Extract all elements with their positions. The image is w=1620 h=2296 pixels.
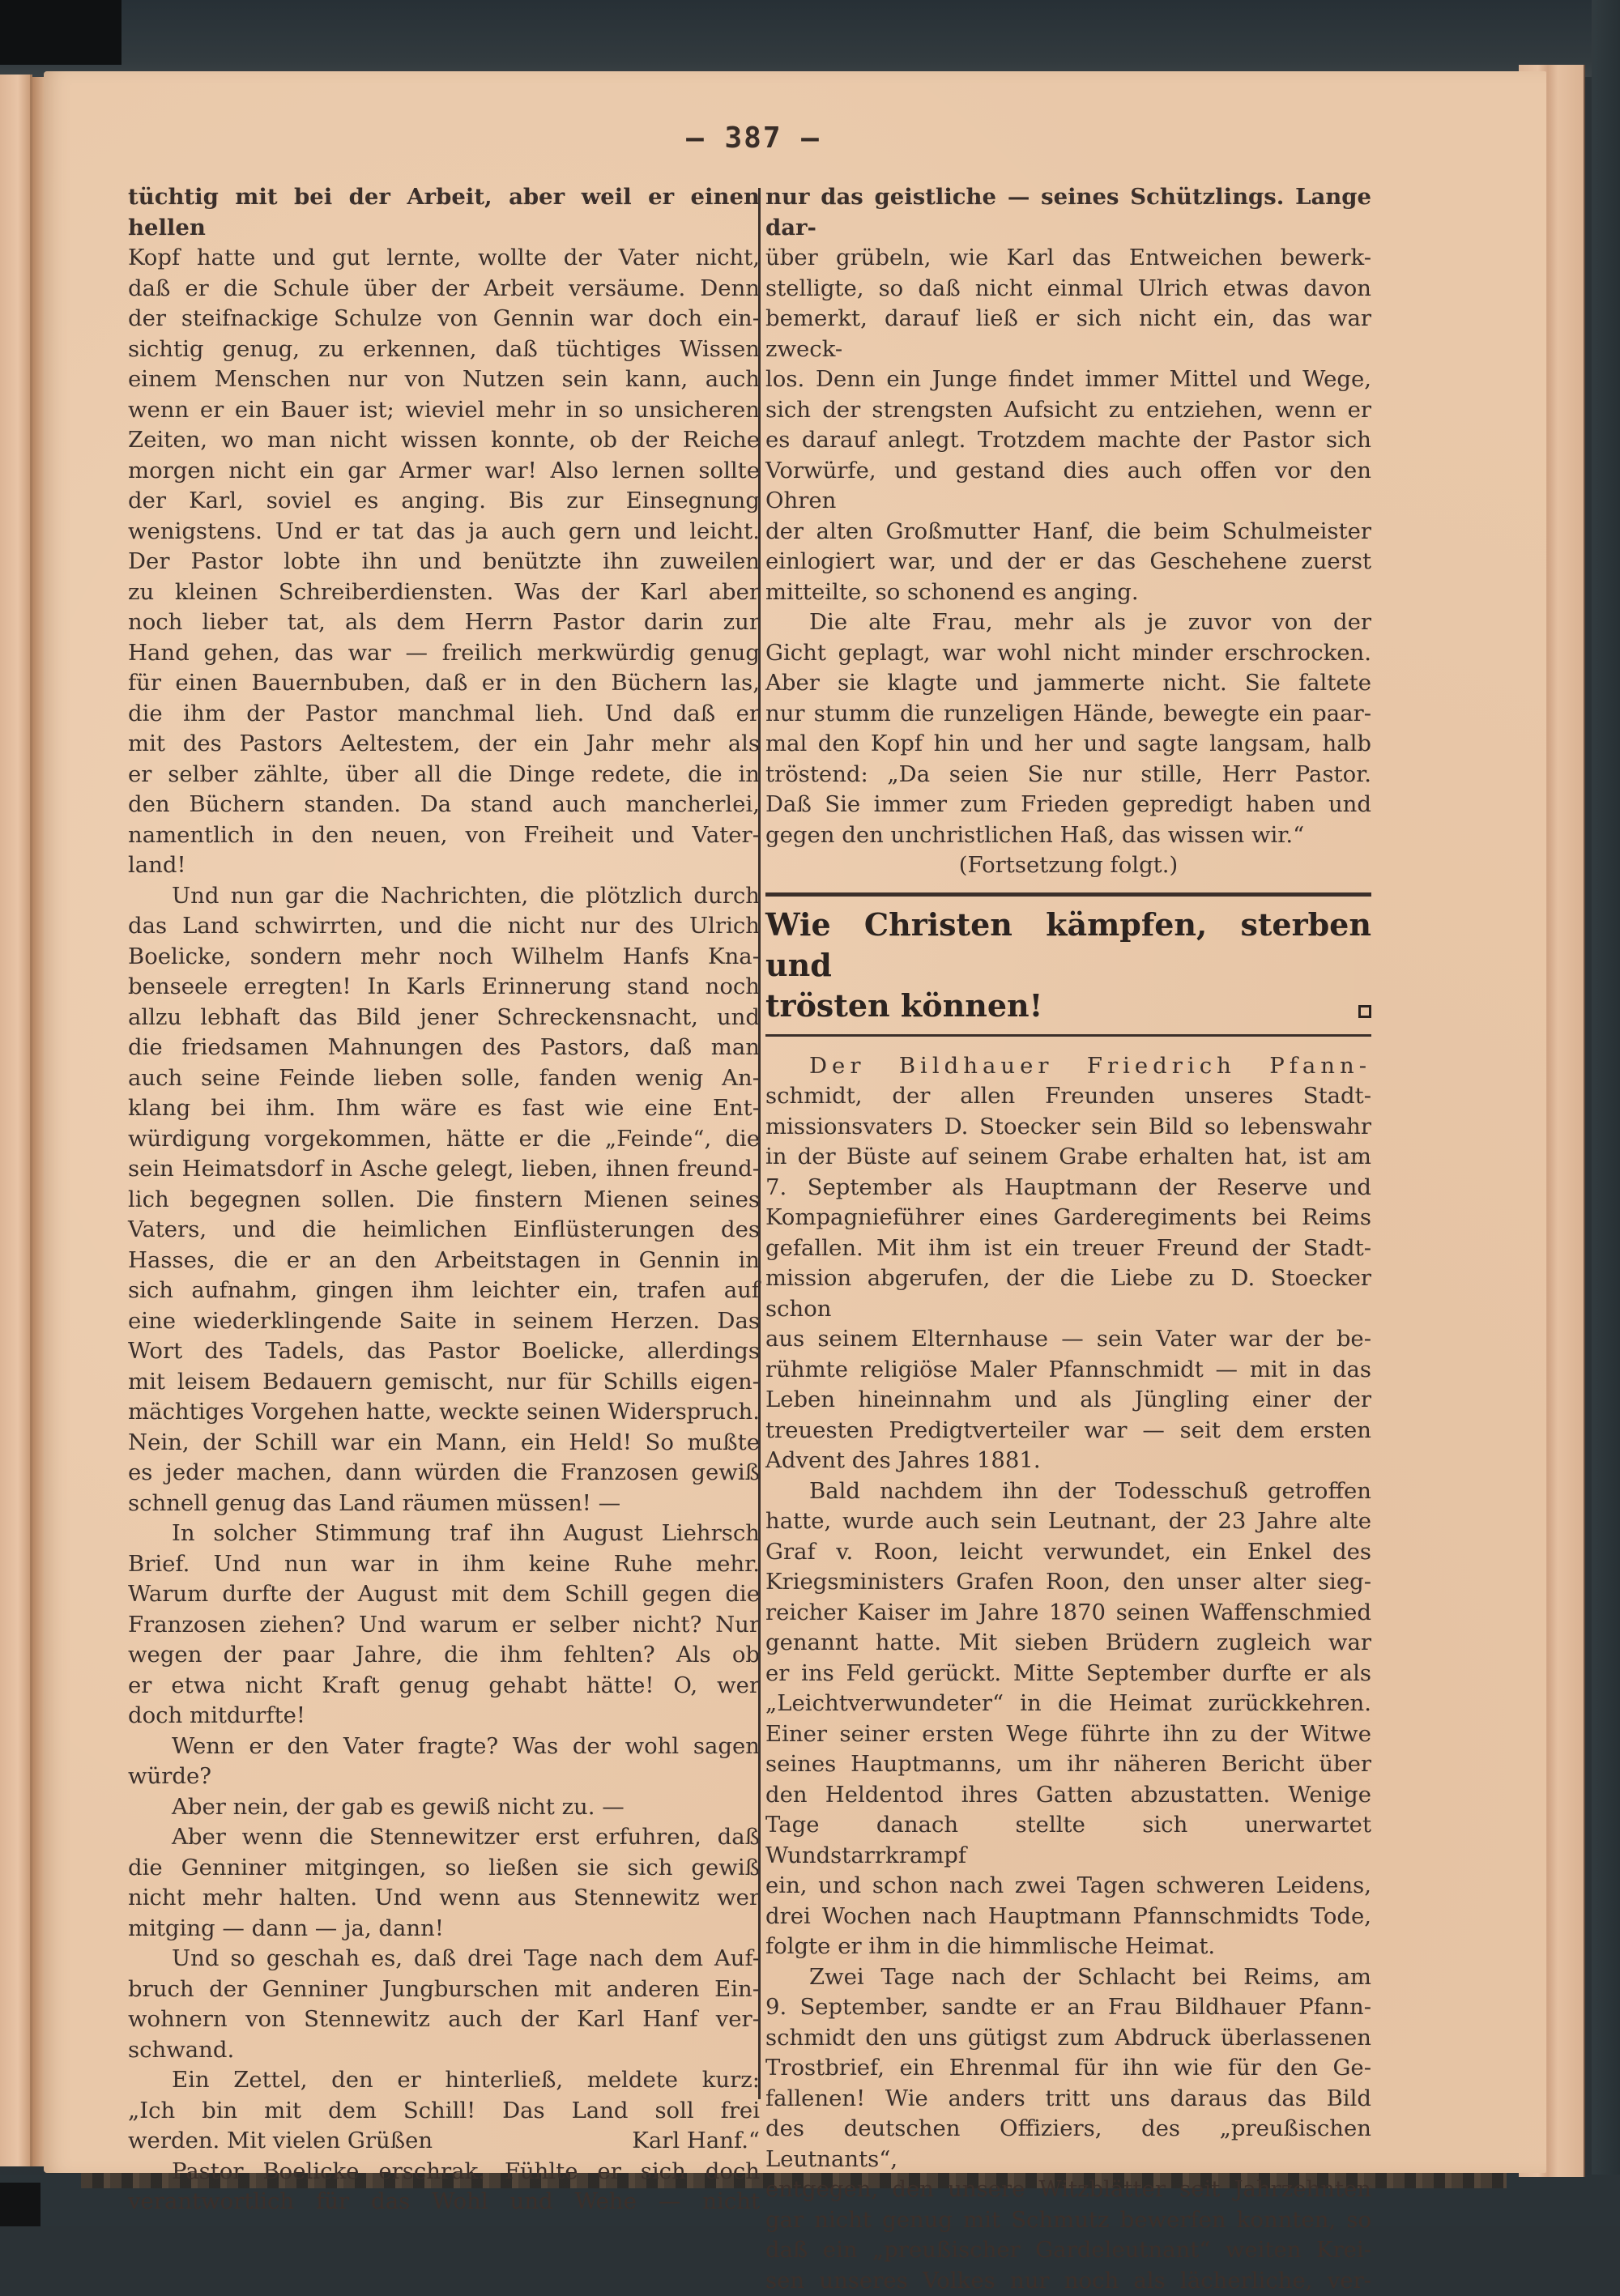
text-line: einlogiert war, und der er das Geschehene zuerst: [765, 547, 1371, 577]
right-column: [765, 182, 1371, 2296]
text-line: tüchtig mit bei der Arbeit, aber weil er einen hellen: [128, 182, 760, 243]
previous-page-edge: [0, 75, 32, 2166]
text-line: Advent des Jahres 1881.: [765, 1446, 1371, 1476]
text-line: Nein, der Schill war ein Mann, ein Held! So mußte: [128, 1428, 760, 1459]
text-line: noch lieber tat, als dem Herrn Pastor darin zur: [128, 607, 760, 638]
text-line: daß er die Schule über der Arbeit versäume. Denn: [128, 274, 760, 305]
text-line: Der Pastor lobte ihn und benützte ihn zuweilen: [128, 547, 760, 577]
text-line: Vorwürfe, und gestand dies auch offen vor den Ohren: [765, 456, 1371, 517]
book-cover-top: [0, 0, 1620, 77]
text-line: Aber sie klagte und jammerte nicht. Sie faltete: [765, 668, 1371, 699]
text-line: Und so geschah es, daß drei Tage nach dem Auf-: [128, 1944, 760, 1974]
text-line: gar nicht genug mit Schmutz bewerfen konnten, so: [765, 2205, 1371, 2236]
text-line: Aber wenn die Stennewitzer erst erfuhren, daß: [128, 1822, 760, 1853]
text-line: Aber nein, der gab es gewiß nicht zu. —: [128, 1792, 760, 1823]
headline-line-2: trösten können!: [765, 987, 1042, 1024]
text-line: Der Bildhauer Friedrich Pfann-: [765, 1051, 1371, 1082]
text-line: Boelicke, sondern mehr noch Wilhelm Hanfs Kna-: [128, 942, 760, 973]
paragraph: [128, 182, 760, 881]
text-line: bemerkt, darauf ließ er sich nicht ein, das war zweck-: [765, 304, 1371, 364]
paragraph: [765, 1476, 1371, 1962]
text-line: Zeiten, wo man nicht wissen konnte, ob der Reiche: [128, 425, 760, 456]
text-line: tröstend: „Da seien Sie nur stille, Herr Pastor.: [765, 760, 1371, 790]
text-line: schmidt, der allen Freunden unseres Stadt-: [765, 1081, 1371, 1112]
text-line: für einen Bauernbuben, daß er in den Büchern las,: [128, 668, 760, 699]
text-line: die friedsamen Mahnungen des Pastors, daß man: [128, 1033, 760, 1063]
text-line: Tage danach stellte sich unerwartet Wundstarrkrampf: [765, 1810, 1371, 1871]
text-line: er ins Feld gerückt. Mitte September durfte er als: [765, 1659, 1371, 1689]
text-line: Daß Sie immer zum Frieden gepredigt haben und: [765, 790, 1371, 820]
text-line: „Leichtverwundeter“ in die Heimat zurückkehren.: [765, 1689, 1371, 1719]
text-line: klang bei ihm. Ihm wäre es fast wie eine Ent-: [128, 1093, 760, 1124]
text-line: er etwa nicht Kraft genug gehabt hätte! O, wer: [128, 1671, 760, 1702]
text-line: einem Menschen nur von Nutzen sein kann, auch: [128, 364, 760, 395]
text-line: wegen der paar Jahre, die ihm fehlten? Als ob: [128, 1640, 760, 1671]
text-line: mit leisem Bedauern gemischt, nur für Schills eigen-: [128, 1367, 760, 1398]
text-line: nicht mehr halten. Und wenn aus Stennewitz wer: [128, 1883, 760, 1914]
text-line: Kopf hatte und gut lernte, wollte der Vater nicht,: [128, 243, 760, 274]
text-line: der Karl, soviel es anging. Bis zur Einsegnung: [128, 486, 760, 517]
dark-background-corner: [0, 0, 122, 65]
text-line: Leben hineinnahm und als Jüngling einer der: [765, 1385, 1371, 1416]
text-line: sich aufnahm, gingen ihm leichter ein, trafen auf: [128, 1276, 760, 1306]
text-line: Ein Zettel, den er hinterließ, meldete kurz:: [128, 2065, 760, 2096]
text-line: Einer seiner ersten Wege führte ihn zu der Witwe: [765, 1719, 1371, 1750]
text-line: mitteilte, so schonend es anging.: [765, 577, 1371, 608]
closing-text: werden. Mit vielen Grüßen: [128, 2128, 433, 2153]
text-line: lich begegnen sollen. Die finstern Mienen seines: [128, 1185, 760, 1216]
text-line: daß ein „preußischer Gardeleutnant“ weiten Krei-: [765, 2235, 1371, 2266]
text-line: sein Heimatsdorf in Asche gelegt, lieben, ihnen freund-: [128, 1154, 760, 1185]
text-line: wenn er ein Bauer ist; wieviel mehr in so unsicheren: [128, 395, 760, 426]
text-line: mal den Kopf hin und her und sagte langsam, halb: [765, 729, 1371, 760]
text-line: schmidt den uns gütigst zum Abdruck überlassenen: [765, 2023, 1371, 2054]
text-line: der alten Großmutter Hanf, die beim Schulmeister: [765, 517, 1371, 547]
text-line: Graf v. Roon, leicht verwundet, ein Enkel des: [765, 1537, 1371, 1568]
text-line: zu kleinen Schreiberdiensten. Was der Karl aber: [128, 577, 760, 608]
paragraph: [765, 1051, 1371, 1476]
text-line: mission abgerufen, der die Liebe zu D. Stoecker schon: [765, 1263, 1371, 1324]
text-line: reicher Kaiser im Jahre 1870 seinen Waffenschmied: [765, 1598, 1371, 1629]
text-line: schnell genug das Land räumen müssen! —: [128, 1489, 760, 1519]
text-line: land!: [128, 850, 760, 881]
paragraph: [128, 881, 760, 1519]
text-line: 9. September, sandte er an Frau Bildhauer Pfann-: [765, 1992, 1371, 2023]
text-line: benseele erregten! In Karls Erinnerung stand noch: [128, 972, 760, 1003]
signature: Karl Hanf.“: [632, 2126, 760, 2157]
paragraph: [128, 2065, 760, 2157]
article-headline: [765, 905, 1371, 1026]
paragraph: [128, 2157, 760, 2217]
text-line: die Genniner mitgingen, so ließen sie sich gewiß: [128, 1853, 760, 1884]
text-line: Hand gehen, das war — freilich merkwürdig genug: [128, 638, 760, 669]
text-line: missionsvaters D. Stoecker sein Bild so lebenswahr: [765, 1112, 1371, 1143]
text-line: Die alte Frau, mehr als je zuvor von der: [765, 607, 1371, 638]
text-line: Brief. Und nun war in ihm keine Ruhe mehr.: [128, 1549, 760, 1580]
text-line: mächtiges Vorgehen hatte, weckte seinen Widerspruch.: [128, 1397, 760, 1428]
text-line: der steifnackige Schulze von Gennin war doch ein-: [128, 304, 760, 334]
text-line: nur stumm die runzeligen Hände, bewegte ein paar-: [765, 699, 1371, 730]
text-line: sen unseres Volkes nur noch als lächerliche, ver-: [765, 2266, 1371, 2296]
text-line: namentlich in den neuen, von Freiheit und Vater-: [128, 820, 760, 851]
text-line: eine wiederklingende Saite in seinem Herzen. Das: [128, 1306, 760, 1337]
text-line: Vaters, und die heimlichen Einflüsterungen des: [128, 1215, 760, 1246]
text-line: mitging — dann — ja, dann!: [128, 1914, 760, 1945]
text-line: aus seinem Elternhause — sein Vater war der be-: [765, 1324, 1371, 1355]
paragraph: [128, 1792, 760, 1823]
text-line: Hasses, die er an den Arbeitstagen in Gennin in: [128, 1246, 760, 1276]
text-line: ein, und schon nach zwei Tagen schweren Leidens,: [765, 1871, 1371, 1902]
text-line: mit des Pastors Aeltestem, der ein Jahr mehr als: [128, 729, 760, 760]
text-line: „Ich bin mit dem Schill! Das Land soll frei: [128, 2096, 760, 2127]
headline-line-1: Wie Christen kämpfen, sterben und: [765, 905, 1371, 986]
text-line: schwand.: [128, 2035, 760, 2066]
text-line: nur das geistliche — seines Schützlings. Lange dar-: [765, 182, 1371, 243]
paragraph: [128, 1944, 760, 2065]
text-line: allzu lebhaft das Bild jener Schreckensnacht, und: [128, 1003, 760, 1033]
dark-background-corner-bottom: [0, 2183, 40, 2226]
text-line: Bald nachdem ihn der Todesschuß getroffen: [765, 1476, 1371, 1507]
text-line: gefallen. Mit ihm ist ein treuer Freund der Stadt-: [765, 1233, 1371, 1264]
text-line: rühmte religiöse Maler Pfannschmidt — mit in das: [765, 1355, 1371, 1386]
text-line: sich der strengsten Aufsicht zu entziehen, wenn er: [765, 395, 1371, 426]
page-number: — 387 —: [664, 121, 842, 155]
text-line: er selber zählte, über all die Dinge redete, die in: [128, 760, 760, 790]
paragraph: [765, 182, 1371, 607]
continued-note: (Fortsetzung folgt.): [765, 850, 1371, 881]
text-line: In solcher Stimmung traf ihn August Liehrsch: [128, 1519, 760, 1549]
closing-line: [128, 2126, 760, 2157]
text-line: folgte er ihm in die himmlische Heimat.: [765, 1932, 1371, 1962]
text-line: wenigstens. Und er tat das ja auch gern und leicht.: [128, 517, 760, 547]
text-line: los. Denn ein Junge findet immer Mittel und Wege,: [765, 364, 1371, 395]
text-line: Gicht geplagt, war wohl nicht minder erschrocken.: [765, 638, 1371, 669]
text-line: entgegen, den unsere Witzblätter seit Jahrzehnten: [765, 2175, 1371, 2205]
text-line: Kriegsministers Grafen Roon, den unser alter sieg-: [765, 1567, 1371, 1598]
text-line: Franzosen ziehen? Und warum er selber nicht? Nur: [128, 1610, 760, 1641]
text-line: Warum durfte der August mit dem Schill gegen die: [128, 1579, 760, 1610]
square-ornament-icon: [1358, 1005, 1371, 1018]
book-cover-right: [1592, 0, 1620, 2226]
text-line: würde?: [128, 1761, 760, 1792]
text-line: den Heldentod ihres Gatten abzustatten. Wenige: [765, 1780, 1371, 1811]
text-line: die ihm der Pastor manchmal lieh. Und daß er: [128, 699, 760, 730]
text-line: genannt hatte. Mit sieben Brüdern zugleich war: [765, 1628, 1371, 1659]
text-line: über grübeln, wie Karl das Entweichen bewerk-: [765, 243, 1371, 274]
text-line: den Büchern standen. Da stand auch mancherlei,: [128, 790, 760, 820]
text-line: Trostbrief, ein Ehrenmal für ihn wie für den Ge-: [765, 2053, 1371, 2084]
text-line: auch seine Feinde lieben solle, fanden wenig An-: [128, 1063, 760, 1094]
text-line: sichtig genug, zu erkennen, daß tüchtiges Wissen: [128, 334, 760, 365]
text-line: Zwei Tage nach der Schlacht bei Reims, am: [765, 1962, 1371, 1993]
text-line: wohnern von Stennewitz auch der Karl Hanf ver-: [128, 2004, 760, 2035]
text-line: es darauf anlegt. Trotzdem machte der Pastor sich: [765, 425, 1371, 456]
paragraph: [128, 1822, 760, 1944]
text-line: drei Wochen nach Hauptmann Pfannschmidts Tode,: [765, 1902, 1371, 1932]
text-line: doch mitdurfte!: [128, 1701, 760, 1732]
text-line: das Land schwirrten, und die nicht nur des Ulrich: [128, 911, 760, 942]
text-line: des deutschen Offiziers, des „preußischen Leutnants“,: [765, 2114, 1371, 2175]
text-line: treuesten Predigtverteiler war — seit dem ersten: [765, 1416, 1371, 1446]
text-line: 7. September als Hauptmann der Reserve und: [765, 1173, 1371, 1203]
text-line: in der Büste auf seinem Grabe erhalten hat, ist am: [765, 1142, 1371, 1173]
paragraph: [765, 1962, 1371, 2296]
text-line: fallenen! Wie anders tritt uns daraus das Bild: [765, 2084, 1371, 2115]
text-line: gegen den unchristlichen Haß, das wissen wir.“: [765, 820, 1371, 851]
text-line: würdigung vorgekommen, hätte er die „Feinde“, die: [128, 1124, 760, 1155]
text-line: stelligte, so daß nicht einmal Ulrich etwas davon: [765, 274, 1371, 305]
paragraph: [128, 1519, 760, 1732]
paragraph: [128, 1732, 760, 1792]
text-line: Wort des Tadels, das Pastor Boelicke, allerdings: [128, 1336, 760, 1367]
text-line: bruch der Genniner Jungburschen mit anderen Ein-: [128, 1974, 760, 2005]
text-line: Und nun gar die Nachrichten, die plötzlich durch: [128, 881, 760, 912]
headline-rule: [765, 1034, 1371, 1037]
paragraph: [765, 607, 1371, 850]
text-line: verantwortlich für das Wohl und Wehe — nicht: [128, 2187, 760, 2217]
text-line: Kompagnieführer eines Garderegiments bei Reims: [765, 1203, 1371, 1233]
text-line: es jeder machen, dann würden die Franzosen gewiß: [128, 1458, 760, 1489]
section-rule: [765, 892, 1371, 897]
text-line: morgen nicht ein gar Armer war! Also lernen sollte: [128, 456, 760, 487]
book-gutter: [32, 77, 44, 2166]
text-line: seines Hauptmanns, um ihr näheren Bericht über: [765, 1749, 1371, 1780]
left-column: [128, 182, 760, 2217]
text-line: Pastor Boelicke erschrak. Fühlte er sich doch: [128, 2157, 760, 2187]
text-line: hatte, wurde auch sein Leutnant, der 23 Jahre alte: [765, 1506, 1371, 1537]
text-line: Wenn er den Vater fragte? Was der wohl sagen: [128, 1732, 760, 1762]
